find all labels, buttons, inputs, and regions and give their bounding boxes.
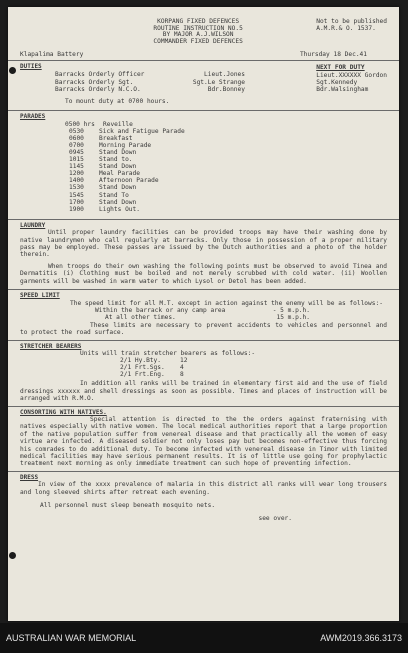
- document-page: [8, 7, 399, 621]
- mosquito-net-note: All personnel must sleep beneath mosquito nets.: [40, 502, 216, 510]
- archive-reference: AWM2019.366.3173: [320, 633, 402, 643]
- issuing-authority: KORPANG FIXED DEFENCES ROUTINE INSTRUCTION NO.5 BY MAJOR A.J.WILSON COMMANDER FIXED DEFENCES: [153, 18, 243, 45]
- dress-paragraph: In view of the xxxx prevalence of malaria in this district all ranks will wear long trousers and long sleeved shirts after retreat each evening.: [20, 481, 387, 496]
- see-over-note: see over.: [258, 515, 292, 523]
- stretcher-units: 2/1 Hy.Bty. 12 2/1 Frt.Sgs. 4 2/1 Frt.Eng. 8: [120, 357, 188, 379]
- speed-limit-heading: SPEED LIMIT: [20, 292, 60, 300]
- issue-date: Thursday 18 Dec.41: [299, 51, 367, 59]
- consorting-paragraph: Special attention is directed to the the orders against fraternising with natives especially with native women. The local medical authorities report that a large proportion of the native population suffer from venereal disease and that practically all the women of easy virtue are infected. A diseased soldier not only loses pay but becomes non-effective thus forcing his comrades to do additional duty. To become infected with venereal disease in Timor with limited medical facilities may have serious permanent results. It is of little use going for prophylactic treatment next morning as only immediate treatment can such hope of preventing infection.: [20, 415, 387, 468]
- next-for-duty: NEXT FOR DUTY Lieut.XXXXXX Gordon Sgt.Kennedy Bdr.Walsingham: [316, 64, 387, 94]
- archive-name: AUSTRALIAN WAR MEMORIAL: [6, 633, 137, 643]
- archive-footer: [0, 623, 408, 653]
- stretcher-intro: Units will train stretcher bearers as follows:-: [80, 349, 256, 357]
- speed-limit-camp-value: - 5 m.p.h.: [272, 306, 310, 314]
- duties-section: Barracks Orderly Officer Lieut.Jones Barracks Orderly Sgt. Sgt.Le Strange Barracks Orderly N.C.O. Bdr.Bonney NEXT FOR DUTY Lieut.XXXXXX Gordon Sgt.Kennedy Bdr.Walsingham: [55, 64, 387, 94]
- laundry-paragraph-2: When troops do their own washing the following points must be observed to avoid Tinea and Dermatitis (i) Clothing must be boiled and not merely scrubbed with cold water. (ii) Woollen garments will be washed in warm water to which Lysol or Detol has been added.: [20, 262, 387, 285]
- speed-limit-camp-label: Within the barrack or any camp area: [95, 306, 226, 314]
- speed-limit-paragraph: The speed limit for all M.T. except in action against the enemy will be as follows:-: [70, 299, 383, 307]
- parades-heading: PARADES: [20, 113, 46, 121]
- stretcher-heading: STRETCHER BEARERS: [20, 342, 82, 350]
- mount-duty-note: To mount duty at 0700 hours.: [65, 97, 170, 105]
- parades-list: 0500 hrs Reveille 0530 Sick and Fatigue Parade 0600 Breakfast 0700 Morning Parade 0945 Stand Down 1015 Stand to. 1145 Stand Down 1200 Meal Parade 1400 Afternoon Parade 1530 Stand Down 1545 Stand To 1700 Stand Down 1900 Lights Out.: [65, 120, 185, 213]
- speed-limit-other-value: 15 m.p.h.: [276, 314, 310, 322]
- battery-name: Klapalima Battery: [20, 51, 84, 59]
- publication-note: Not to be published A.M.R.& O. 1537.: [316, 18, 387, 32]
- speed-limit-other-label: At all other times.: [105, 314, 176, 322]
- consorting-heading: CONSORTING WITH NATIVES.: [20, 408, 107, 416]
- laundry-heading: LAUNDRY: [20, 221, 46, 229]
- document-header: [20, 19, 387, 45]
- punch-hole: [9, 67, 16, 74]
- stretcher-training: In addition all ranks will be trained in elementary first aid and the use of field dressings xxxxxx and shell dressings as soon as possible. Times and places of instruction will be arranged with R.M.O.: [20, 380, 387, 403]
- duties-heading: DUTIES: [20, 62, 42, 70]
- laundry-paragraph-1: Until proper laundry facilities can be provided troops may have their washing done by native laundrymen who call regularly at barracks. Only those in possession of a proper military pass may be employed. These passes are issued by the Dutch authorities and a photo of the holder therein.: [20, 229, 387, 259]
- dress-heading: DRESS: [20, 473, 39, 481]
- punch-hole: [9, 552, 16, 559]
- speed-limit-reason: These limits are necessary to prevent accidents to vehicles and personnel and to protect the road surface.: [20, 321, 387, 337]
